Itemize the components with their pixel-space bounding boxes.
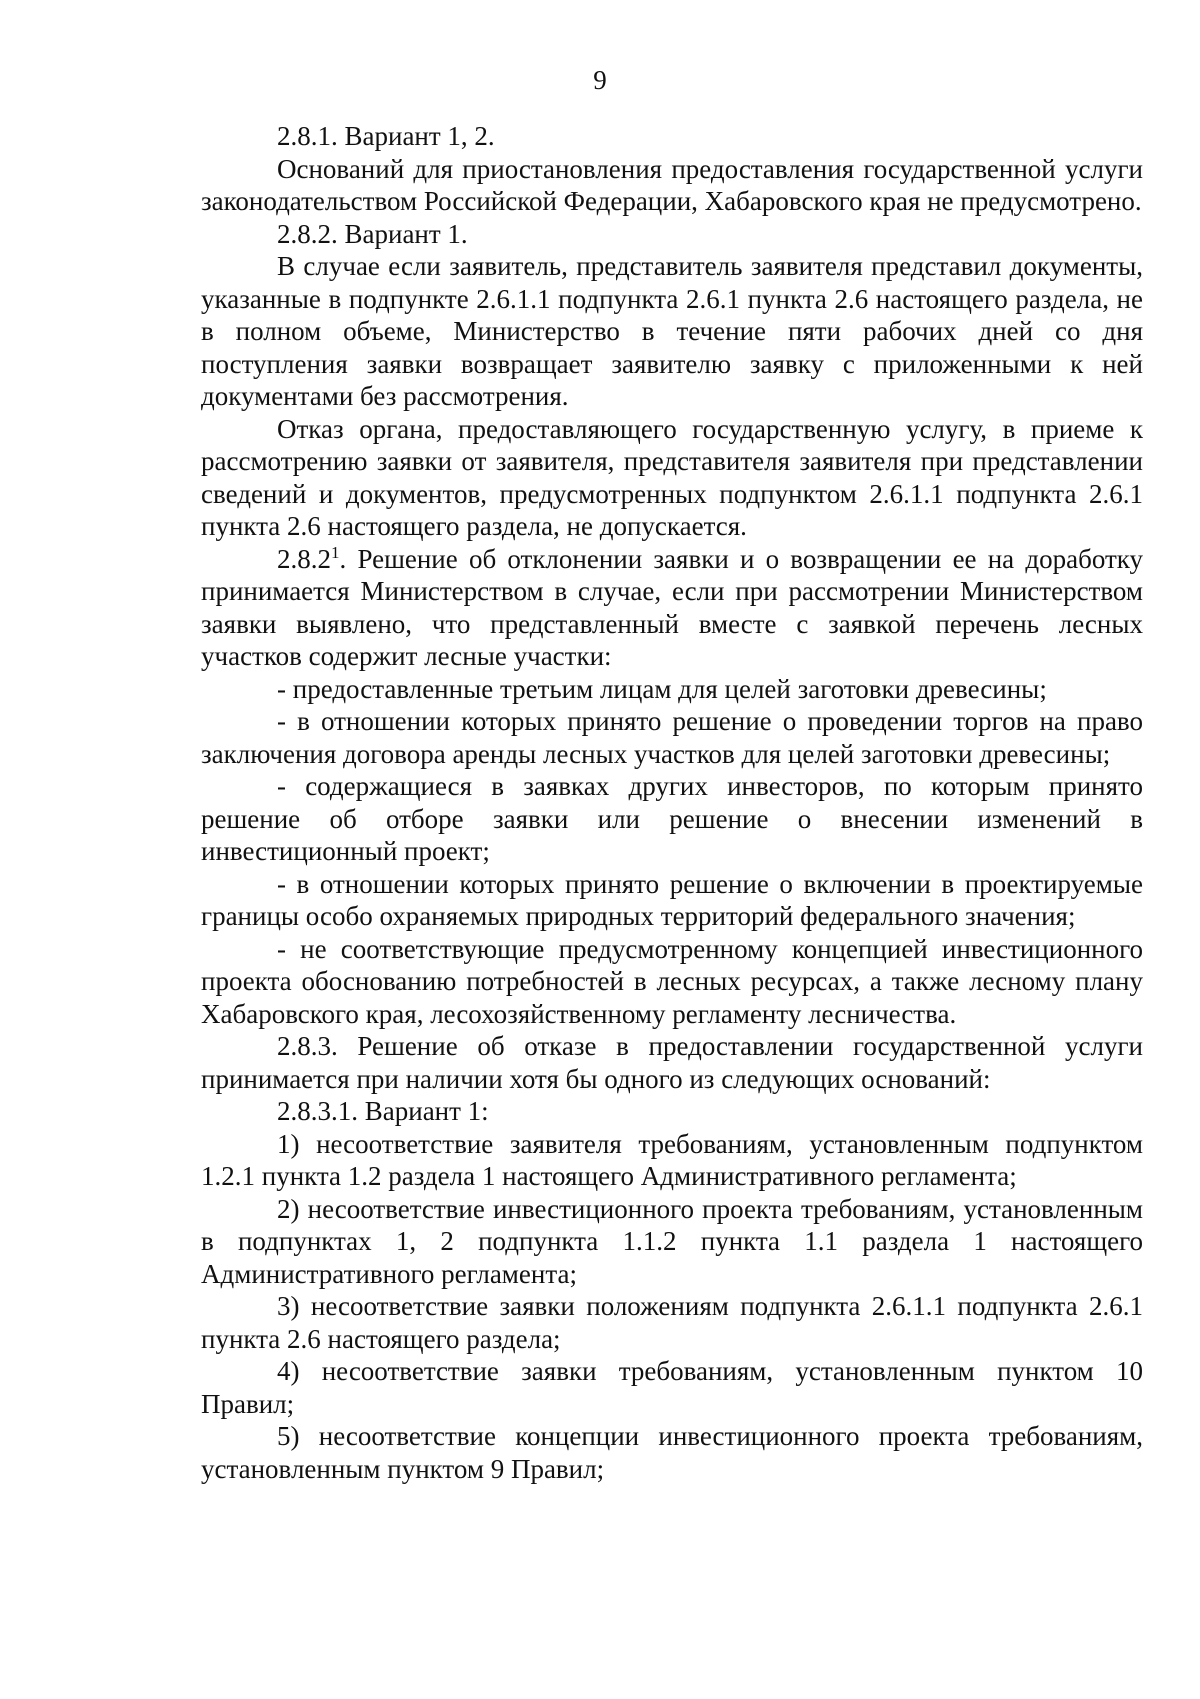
list-item-1: 1) несоответствие заявителя требованиям, установленным подпунктом 1.2.1 пункта 1.2 раздела 1 настоящего Административного регламента; xyxy=(201,1128,1143,1191)
list-item-2: 2) несоответствие инвестиционного проекта требованиям, установленным в подпунктах 1, 2 подпункта 1.1.2 пункта 1.1 раздела 1 настоящего Административного регламента; xyxy=(201,1193,1143,1289)
document-body xyxy=(201,120,1143,1485)
paragraph-2-8-3: 2.8.3. Решение об отказе в предоставлении государственной услуги принимается при наличии хотя бы одного из следующих оснований: xyxy=(201,1031,1143,1094)
paragraph-2-8-2-1 xyxy=(201,543,1143,673)
list-item-protected-areas: - в отношении которых принято решение о включении в проектируемые границы особо охраняемых природных территорий федерального значения; xyxy=(201,868,1143,931)
paragraph-2-8-3-1: 2.8.3.1. Вариант 1: xyxy=(277,1096,489,1126)
list-item-3: 3) несоответствие заявки положениям подпункта 2.6.1.1 подпункта 2.6.1 пункта 2.6 настоящего раздела; xyxy=(201,1291,1143,1354)
list-item-4: 4) несоответствие заявки требованиям, установленным пунктом 10 Правил; xyxy=(201,1356,1143,1419)
list-item-third-parties: - предоставленные третьим лицам для целей заготовки древесины; xyxy=(277,673,1047,704)
list-item-auction: - в отношении которых принято решение о проведении торгов на право заключения договора аренды лесных участков для целей заготовки древесины; xyxy=(201,706,1143,769)
clause-text: . Решение об отклонении заявки и о возвращении ее на доработку принимается Министерством в случае, если при рассмотрении Министерством заявки выявлено, что представленный вместе с заявкой перечень лесных участков содержит лесные участки: xyxy=(201,543,1143,671)
paragraph-2-8-2: 2.8.2. Вариант 1. xyxy=(277,218,468,249)
paragraph-refusal-not-allowed: Отказ органа, предоставляющего государственную услугу, в приеме к рассмотрению заявки от заявителя, представителя заявителя при представлении сведений и документов, предусмотренных подпунктом 2.6.1.1 подпункта 2.6.1 пункта 2.6 настоящего раздела, не допускается. xyxy=(201,413,1143,541)
list-item-other-investors: - содержащиеся в заявках других инвесторов, по которым принято решение об отборе заявки или решение о внесении изменений в инвестиционный проект; xyxy=(201,771,1143,866)
list-item-forest-plan: - не соответствующие предусмотренному концепцией инвестиционного проекта обоснованию потребностей в лесных ресурсах, а также лесному плану Хабаровского края, лесохозяйственному регламенту лесничества. xyxy=(201,933,1143,1029)
page-number: 9 xyxy=(593,65,607,95)
paragraph-2-8-1: 2.8.1. Вариант 1, 2. xyxy=(277,121,495,151)
paragraph-incomplete-documents: В случае если заявитель, представитель заявителя представил документы, указанные в подпункте 2.6.1.1 подпункта 2.6.1 пункта 2.6 настоящего раздела, не в полном объеме, Министерство в течение пяти рабочих дней со дня поступления заявки возвращает заявителю заявку с приложенными к ней документами без рассмотрения. xyxy=(201,251,1143,411)
paragraph-no-suspension: Оснований для приостановления предоставления государственной услуги законодательством Российской Федерации, Хабаровского края не предусмотрено. xyxy=(201,153,1143,216)
list-item-5: 5) несоответствие концепции инвестиционного проекта требованиям, установленным пунктом 9 Правил; xyxy=(201,1421,1143,1484)
clause-superscript: 1 xyxy=(331,542,340,562)
clause-number: 2.8.2 xyxy=(277,543,331,574)
